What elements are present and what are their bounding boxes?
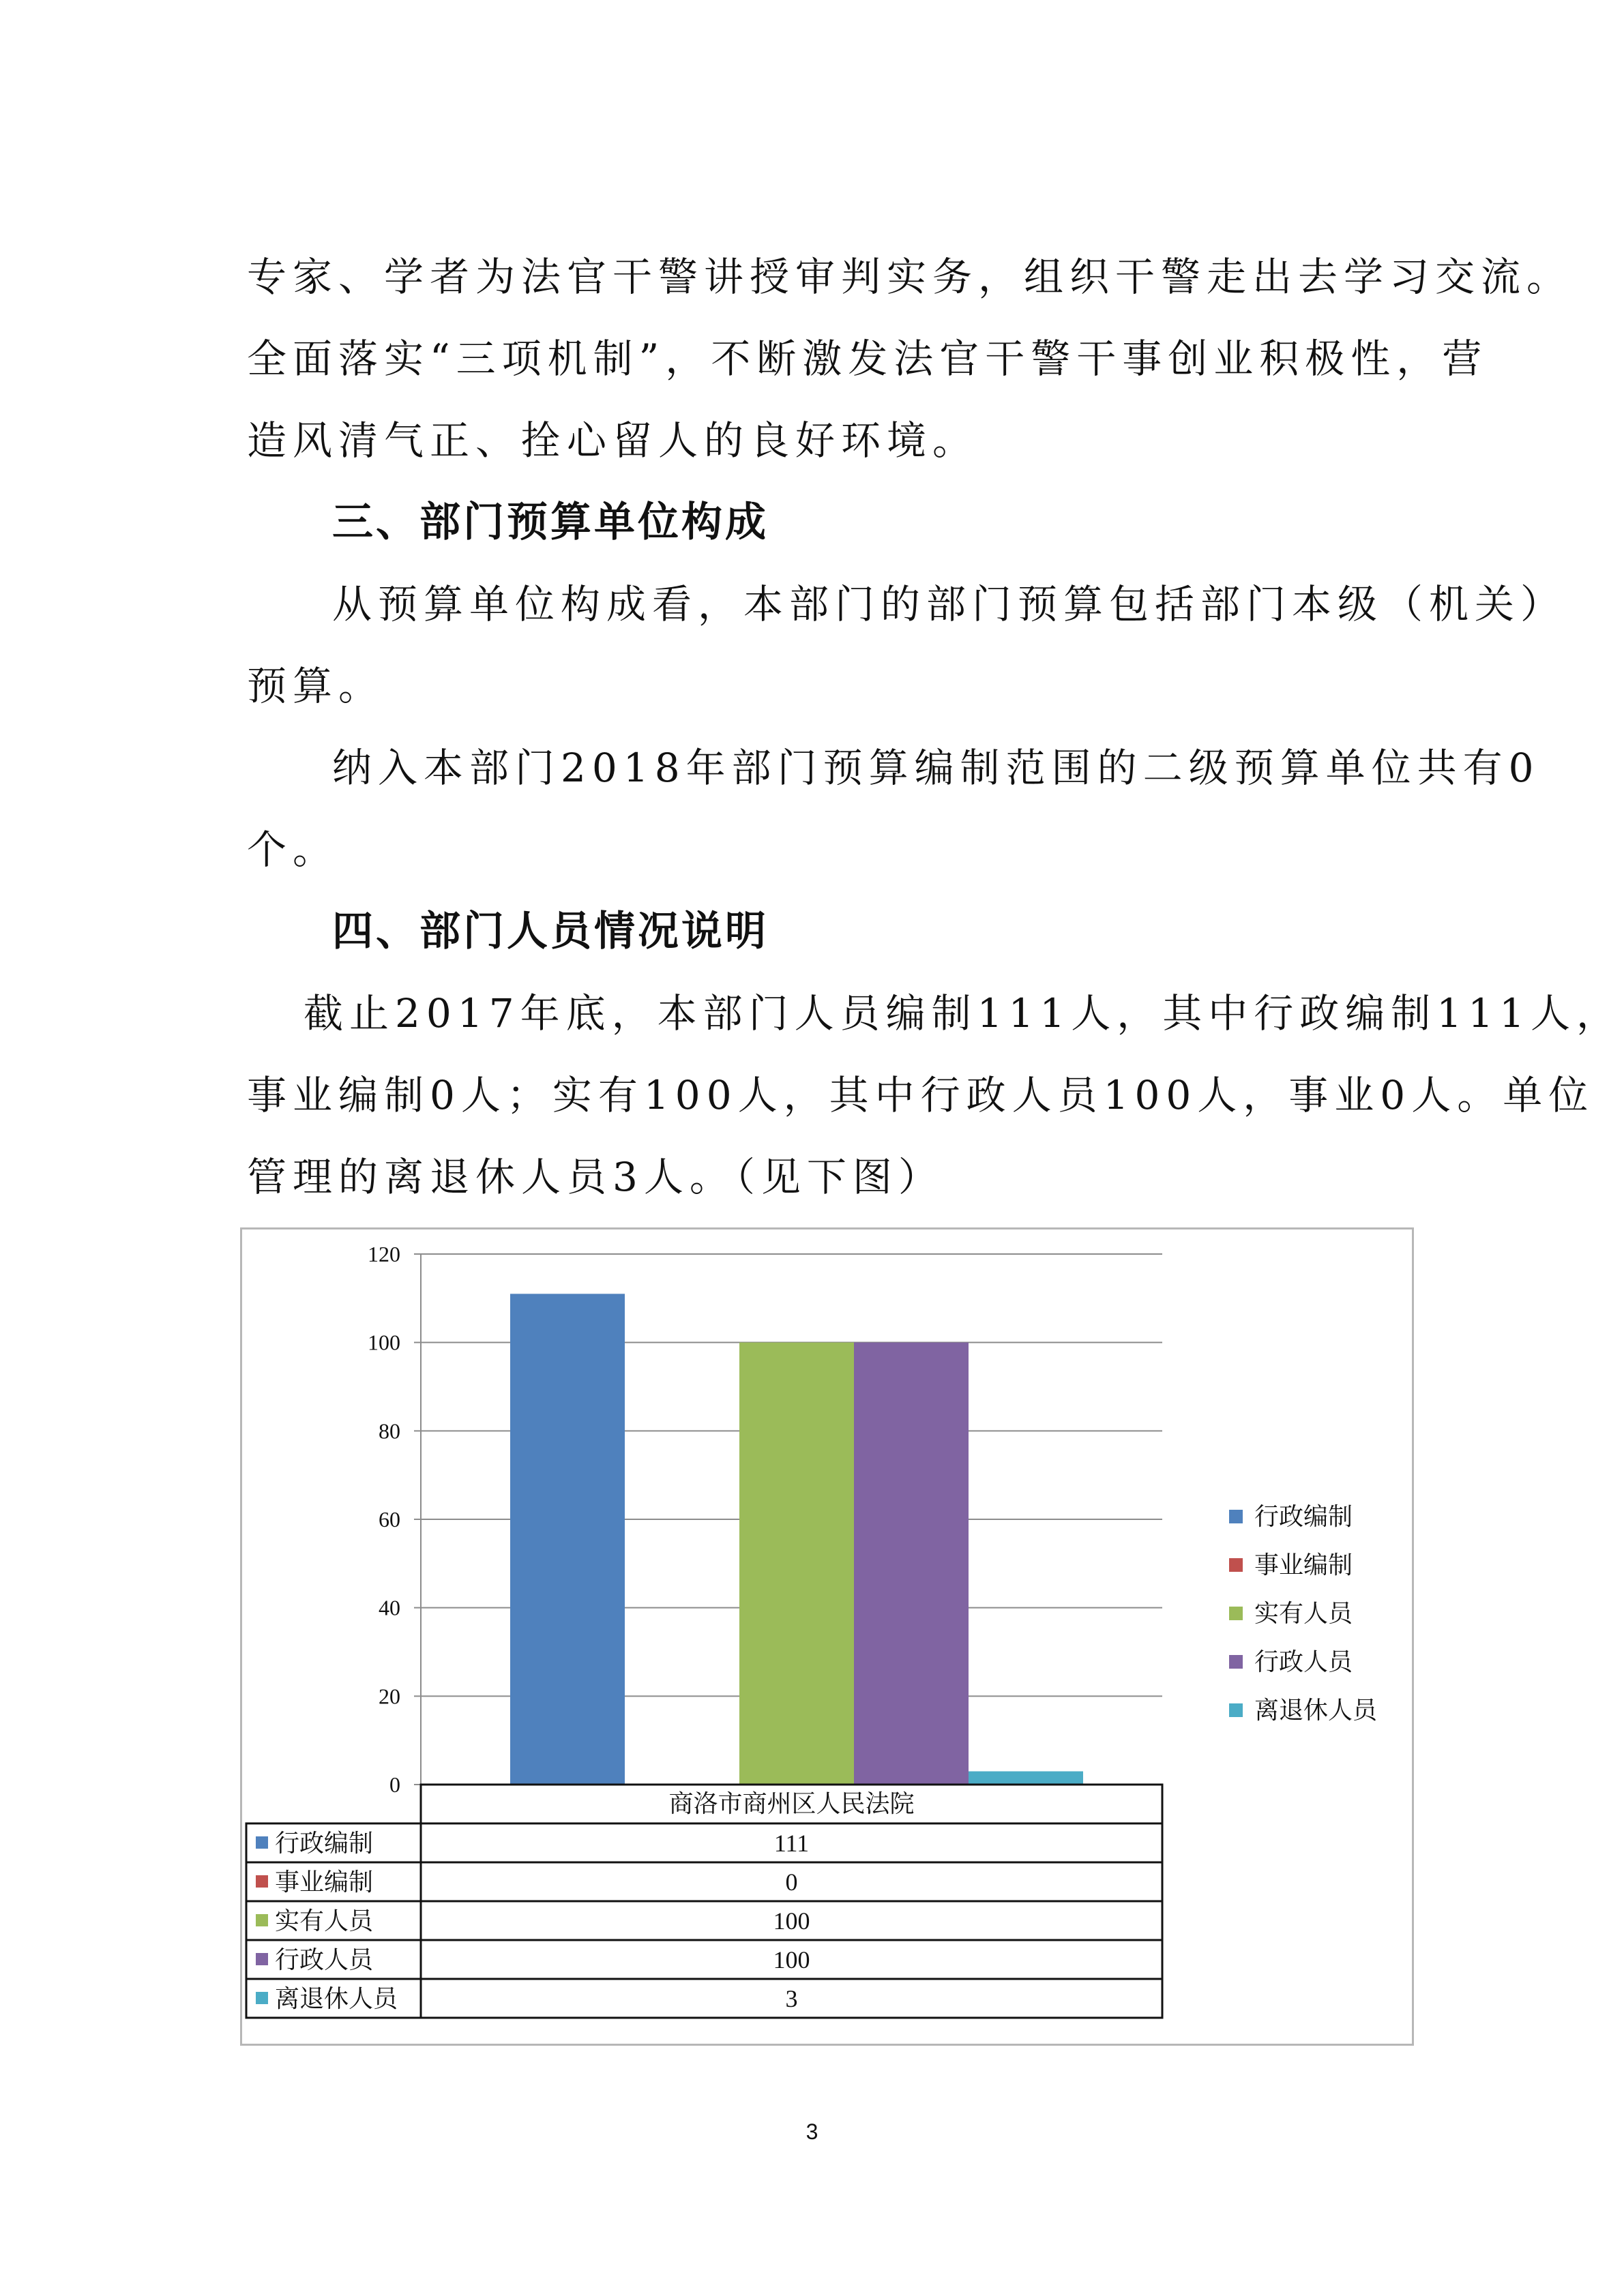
y-tick-label: 80 bbox=[379, 1418, 400, 1444]
y-tick-label: 100 bbox=[368, 1330, 400, 1355]
table-category-label: 商洛市商州区人民法院 bbox=[668, 1790, 915, 1817]
table-row-label: 行政编制 bbox=[275, 1830, 374, 1857]
body-line-1: 专家、学者为法官干警讲授审判实务，组织干警走出去学习交流。 bbox=[247, 254, 1573, 300]
bar-5 bbox=[969, 1772, 1083, 1785]
legend-swatch bbox=[1229, 1655, 1243, 1669]
page-number: 3 bbox=[806, 2119, 818, 2144]
table-legend-swatch bbox=[256, 1914, 268, 1926]
table-row-label: 实有人员 bbox=[275, 1907, 374, 1935]
legend-label: 离退休人员 bbox=[1254, 1697, 1378, 1724]
section-heading-3: 三、部门预算单位构成 bbox=[332, 498, 769, 546]
table-row-label: 行政人员 bbox=[275, 1946, 374, 1973]
table-row-label: 事业编制 bbox=[275, 1868, 374, 1896]
legend-label: 行政编制 bbox=[1254, 1503, 1353, 1530]
body-line-3: 造风清气正、拴心留人的良好环境。 bbox=[247, 417, 979, 464]
body-line-6: 纳入本部门2018年部门预算编制范围的二级预算单位共有0 bbox=[332, 745, 1540, 791]
staff-chart bbox=[240, 1227, 1414, 2046]
table-legend-swatch bbox=[256, 1992, 268, 2004]
table-value: 0 bbox=[785, 1868, 798, 1896]
body-line-8: 截止2017年底，本部门人员编制111人，其中行政编制111人， bbox=[304, 990, 1623, 1037]
body-line-7: 个。 bbox=[247, 826, 339, 873]
bar-3 bbox=[739, 1343, 854, 1785]
table-value: 3 bbox=[785, 1985, 798, 2012]
legend-swatch bbox=[1229, 1510, 1243, 1523]
body-line-9: 事业编制0人；实有100人，其中行政人员100人，事业0人。单位 bbox=[247, 1072, 1595, 1118]
y-tick-label: 120 bbox=[368, 1242, 400, 1266]
legend-label: 实有人员 bbox=[1254, 1600, 1353, 1627]
table-legend-swatch bbox=[256, 1953, 268, 1965]
y-tick-label: 0 bbox=[389, 1772, 400, 1797]
body-line-5: 预算。 bbox=[247, 663, 385, 709]
y-tick-label: 60 bbox=[379, 1507, 400, 1532]
table-legend-swatch bbox=[256, 1875, 268, 1888]
bar-1 bbox=[510, 1294, 625, 1785]
legend-label: 行政人员 bbox=[1254, 1648, 1353, 1675]
legend-swatch bbox=[1229, 1607, 1243, 1620]
section-heading-4: 四、部门人员情况说明 bbox=[332, 908, 769, 955]
table-value: 100 bbox=[773, 1946, 810, 1973]
table-value: 100 bbox=[773, 1907, 810, 1935]
y-tick-label: 40 bbox=[379, 1595, 400, 1620]
legend-swatch bbox=[1229, 1703, 1243, 1717]
table-value: 111 bbox=[773, 1830, 810, 1857]
bar-4 bbox=[854, 1343, 969, 1785]
body-line-4: 从预算单位构成看，本部门的部门预算包括部门本级（机关） bbox=[332, 581, 1567, 627]
body-line-10: 管理的离退休人员3人。（见下图） bbox=[247, 1154, 944, 1200]
legend-swatch bbox=[1229, 1558, 1243, 1572]
table-legend-swatch bbox=[256, 1836, 268, 1849]
y-tick-label: 20 bbox=[379, 1684, 400, 1709]
legend-label: 事业编制 bbox=[1254, 1551, 1353, 1579]
table-row-label: 离退休人员 bbox=[275, 1985, 398, 2012]
staff-chart-svg bbox=[242, 1229, 1412, 2044]
body-line-2: 全面落实“三项机制”，不断激发法官干警干事创业积极性，营 bbox=[247, 336, 1488, 382]
